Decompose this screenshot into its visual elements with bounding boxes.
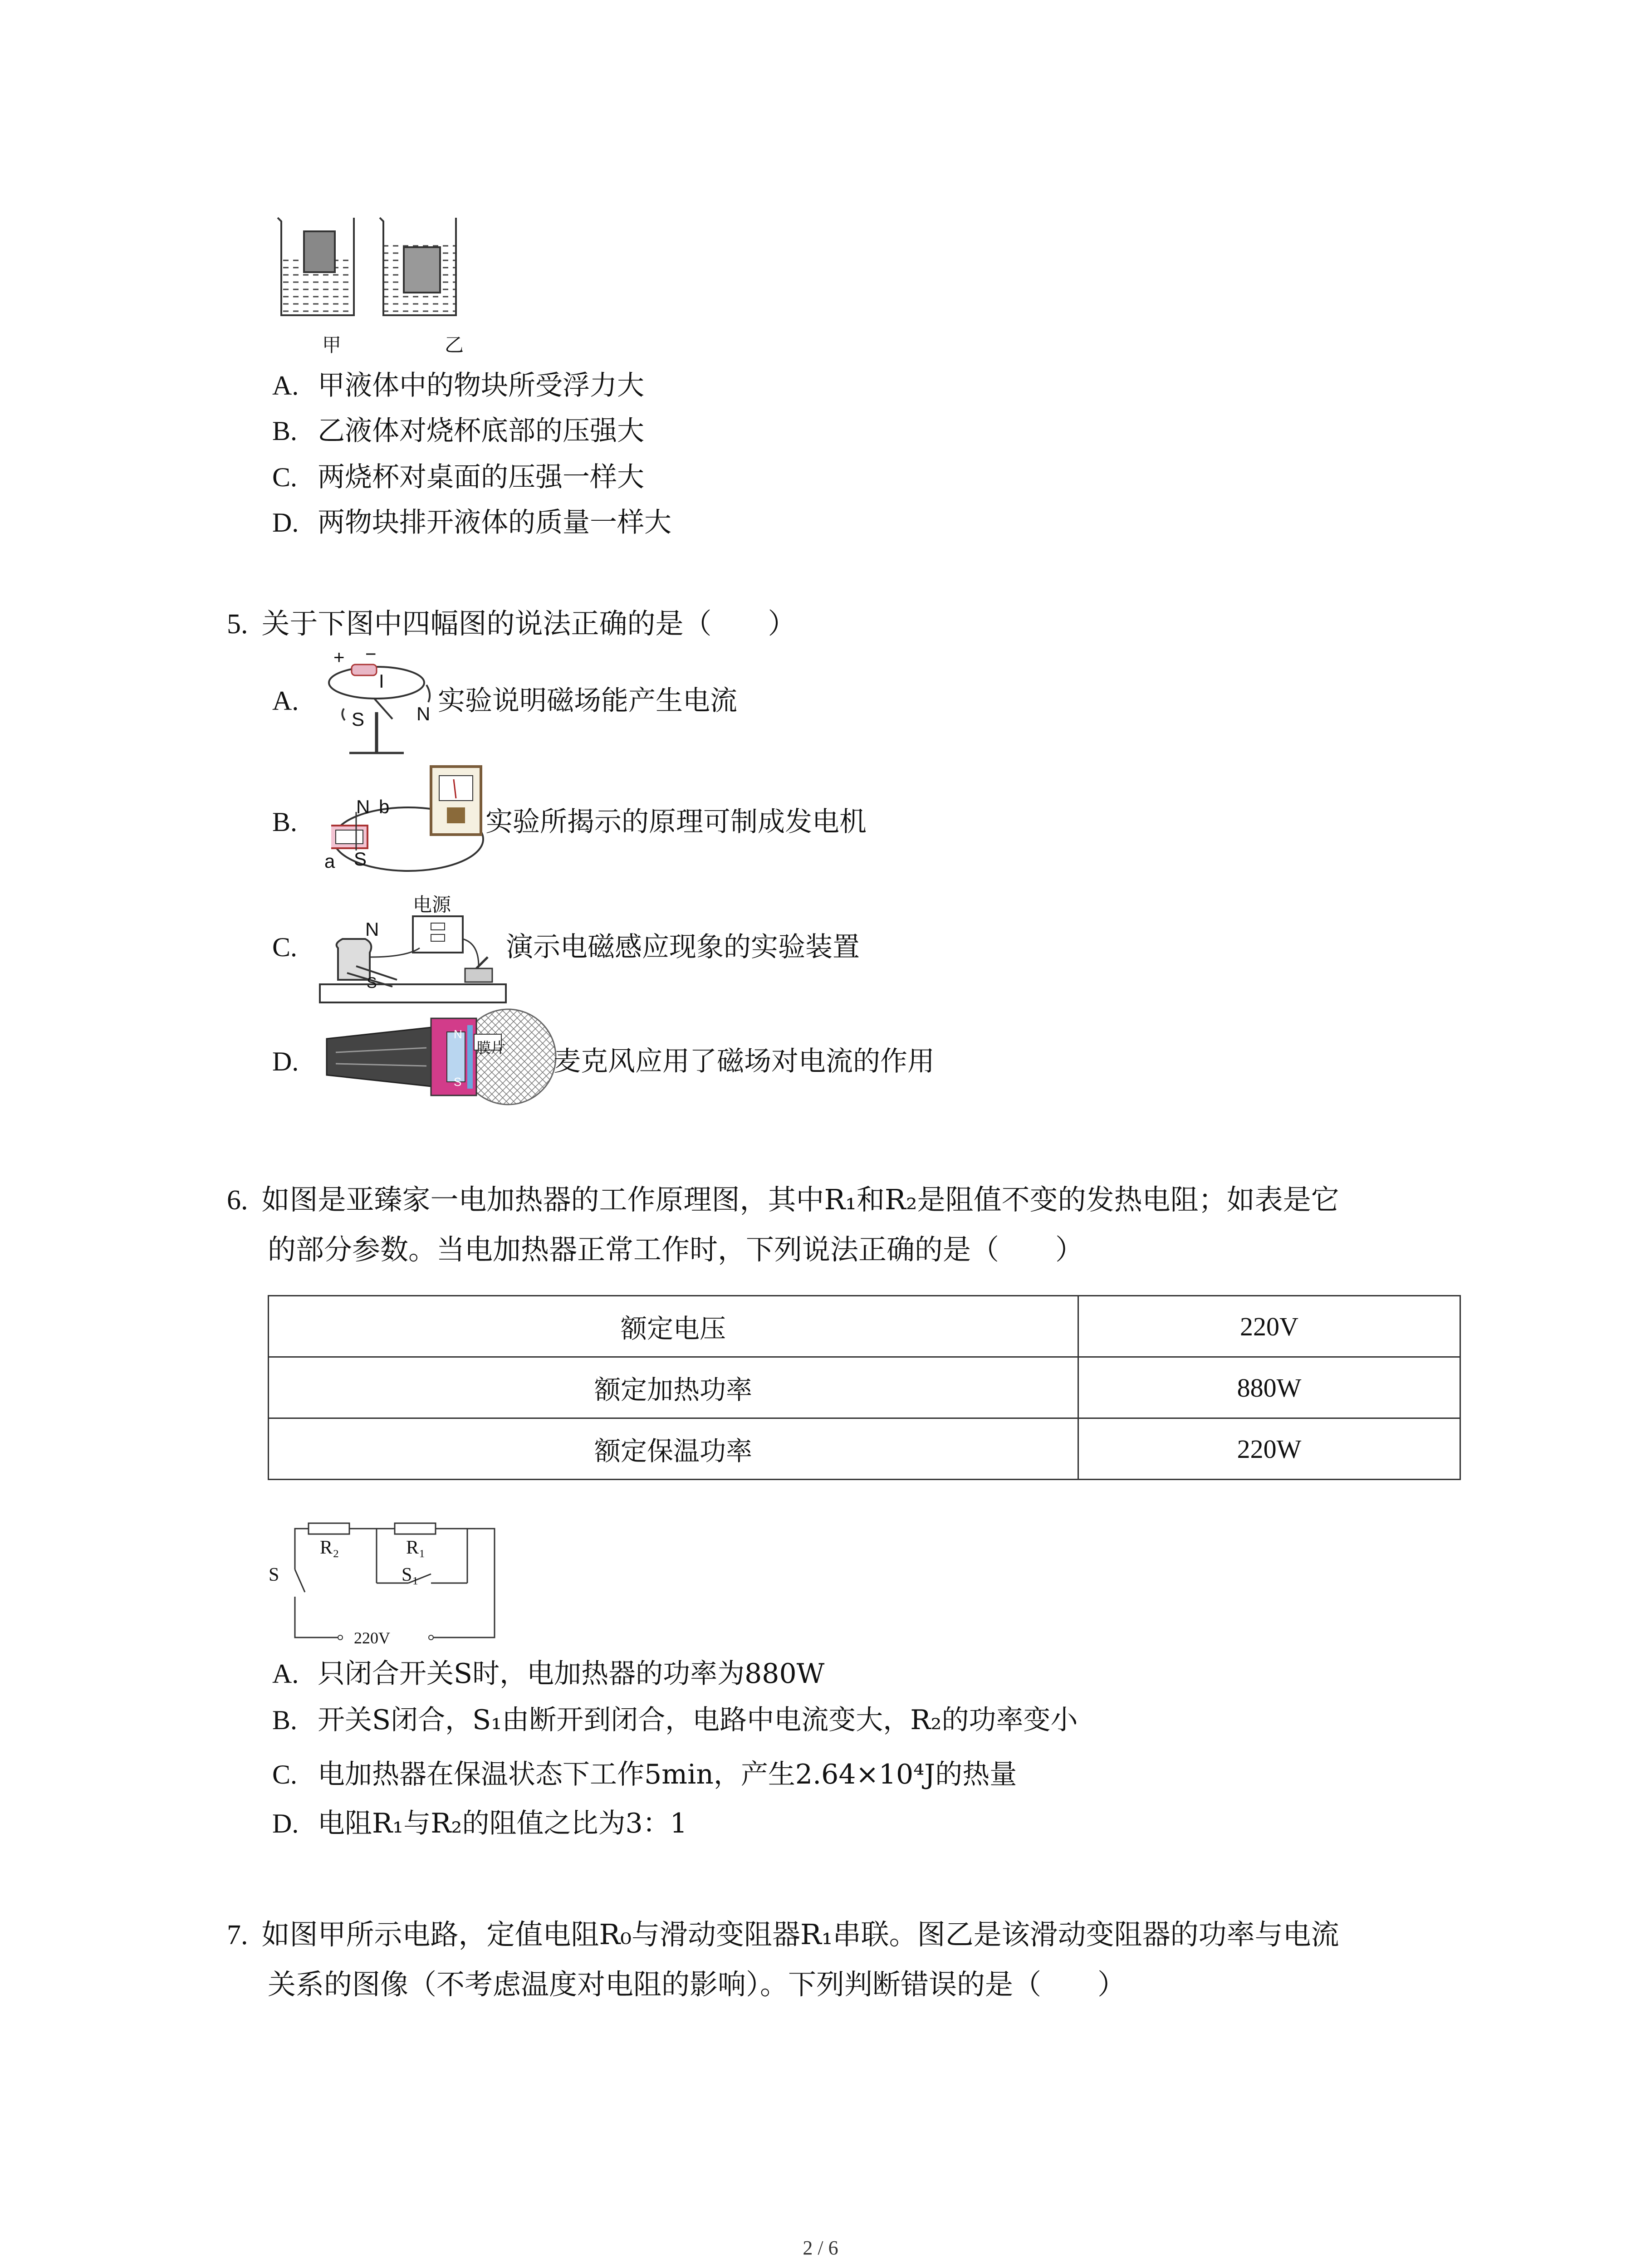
q6-option-a[interactable]: A. 只闭合开关S时，电加热器的功率为880W	[272, 1658, 825, 1690]
q6-stem-line1: 6. 如图是亚臻家一电加热器的工作原理图，其中R₁和R₂是阻值不变的发热电阻；如表是它	[227, 1183, 1339, 1216]
microphone-figure	[318, 1007, 563, 1116]
q6-option-d[interactable]: D. 电阻R₁与R₂的阻值之比为3：1	[272, 1808, 687, 1839]
table-row	[269, 1418, 1460, 1480]
fig-d-south: S	[454, 1075, 462, 1089]
fig-a-north: N	[416, 703, 431, 724]
q5-option-b-letter[interactable]: B.	[272, 807, 298, 837]
q7-stem-line1: 7. 如图甲所示电路，定值电阻R₀与滑动变阻器R₁串联。图乙是该滑动变阻器的功率与电流	[227, 1918, 1339, 1951]
circuit-label-s: S	[269, 1564, 279, 1585]
q5-stem: 5. 关于下图中四幅图的说法正确的是（ ）	[227, 607, 796, 640]
table-cell-label: 额定保温功率	[269, 1418, 1078, 1480]
fig-c-north: N	[365, 919, 379, 940]
fig-d-north: N	[454, 1027, 462, 1041]
beaker-jia	[278, 218, 354, 315]
q5-option-a[interactable]: 实验说明磁场能产生电流	[438, 685, 737, 717]
q4-option-d[interactable]: D. 两物块排开液体的质量一样大	[272, 507, 671, 538]
beaker-label-jia: 甲	[322, 334, 342, 356]
table-row	[269, 1357, 1460, 1418]
fig-d-membrane-label: 膜片	[476, 1040, 506, 1056]
fig-a-south: S	[352, 709, 365, 730]
q6-option-b[interactable]: B. 开关S闭合，S₁由断开到闭合，电路中电流变大，R₂的功率变小	[272, 1704, 1078, 1736]
fig-b-a: a	[324, 850, 335, 872]
fig-b-north: N	[356, 796, 370, 817]
beaker-label-yi: 乙	[445, 334, 464, 356]
fig-c-south: S	[367, 974, 377, 992]
beaker-yi	[380, 218, 456, 315]
fig-a-minus: −	[365, 643, 377, 665]
fig-c-power-source: 电源	[413, 894, 451, 915]
q5-option-a-letter[interactable]: A.	[272, 686, 299, 716]
fig-b-b: b	[379, 796, 390, 817]
circuit-label-s1: S₁	[402, 1564, 419, 1585]
q6-option-c[interactable]: C. 电加热器在保温状态下工作5min，产生2.64×10⁴J的热量	[272, 1759, 1017, 1790]
q4-option-c[interactable]: C. 两烧杯对桌面的压强一样大	[272, 461, 644, 493]
q6-stem-line2: 的部分参数。当电加热器正常工作时，下列说法正确的是（ ）	[268, 1233, 1084, 1266]
table-cell-label: 额定电压	[269, 1296, 1078, 1357]
q5-option-c-letter[interactable]: C.	[272, 932, 298, 962]
q7-stem-line2: 关系的图像（不考虑温度对电阻的影响）。下列判断错误的是（ ）	[268, 1968, 1126, 2001]
circuit-label-r1: R₁	[406, 1537, 426, 1558]
electromagnetic-induction-figure	[318, 762, 490, 875]
circuit-label-voltage: 220V	[354, 1629, 390, 1647]
q4-option-a[interactable]: A. 甲液体中的物块所受浮力大	[272, 370, 644, 401]
circuit-label-r2: R₂	[320, 1537, 339, 1558]
q5-option-d-letter[interactable]: D.	[272, 1046, 299, 1076]
table-row	[269, 1296, 1460, 1357]
block-yi	[404, 247, 440, 293]
q5-option-b[interactable]: 实验所揭示的原理可制成发电机	[485, 806, 867, 838]
fig-b-south: S	[354, 848, 367, 870]
q5-option-d[interactable]: 麦克风应用了磁场对电流的作用	[554, 1046, 935, 1077]
block-jia	[304, 231, 335, 272]
q5-option-c[interactable]: 演示电磁感应现象的实验装置	[506, 931, 860, 963]
table-cell-value: 880W	[1078, 1357, 1460, 1418]
table-cell-value: 220V	[1078, 1296, 1460, 1357]
table-cell-value: 220W	[1078, 1418, 1460, 1480]
parameter-table	[268, 1295, 1461, 1480]
table-cell-label: 额定加热功率	[269, 1357, 1078, 1418]
fig-a-current: I	[379, 670, 384, 692]
q4-option-b[interactable]: B. 乙液体对烧杯底部的压强大	[272, 415, 644, 447]
beakers-figure	[272, 213, 463, 349]
fig-a-plus: +	[333, 646, 345, 668]
page-number: 2 / 6	[803, 2237, 838, 2259]
